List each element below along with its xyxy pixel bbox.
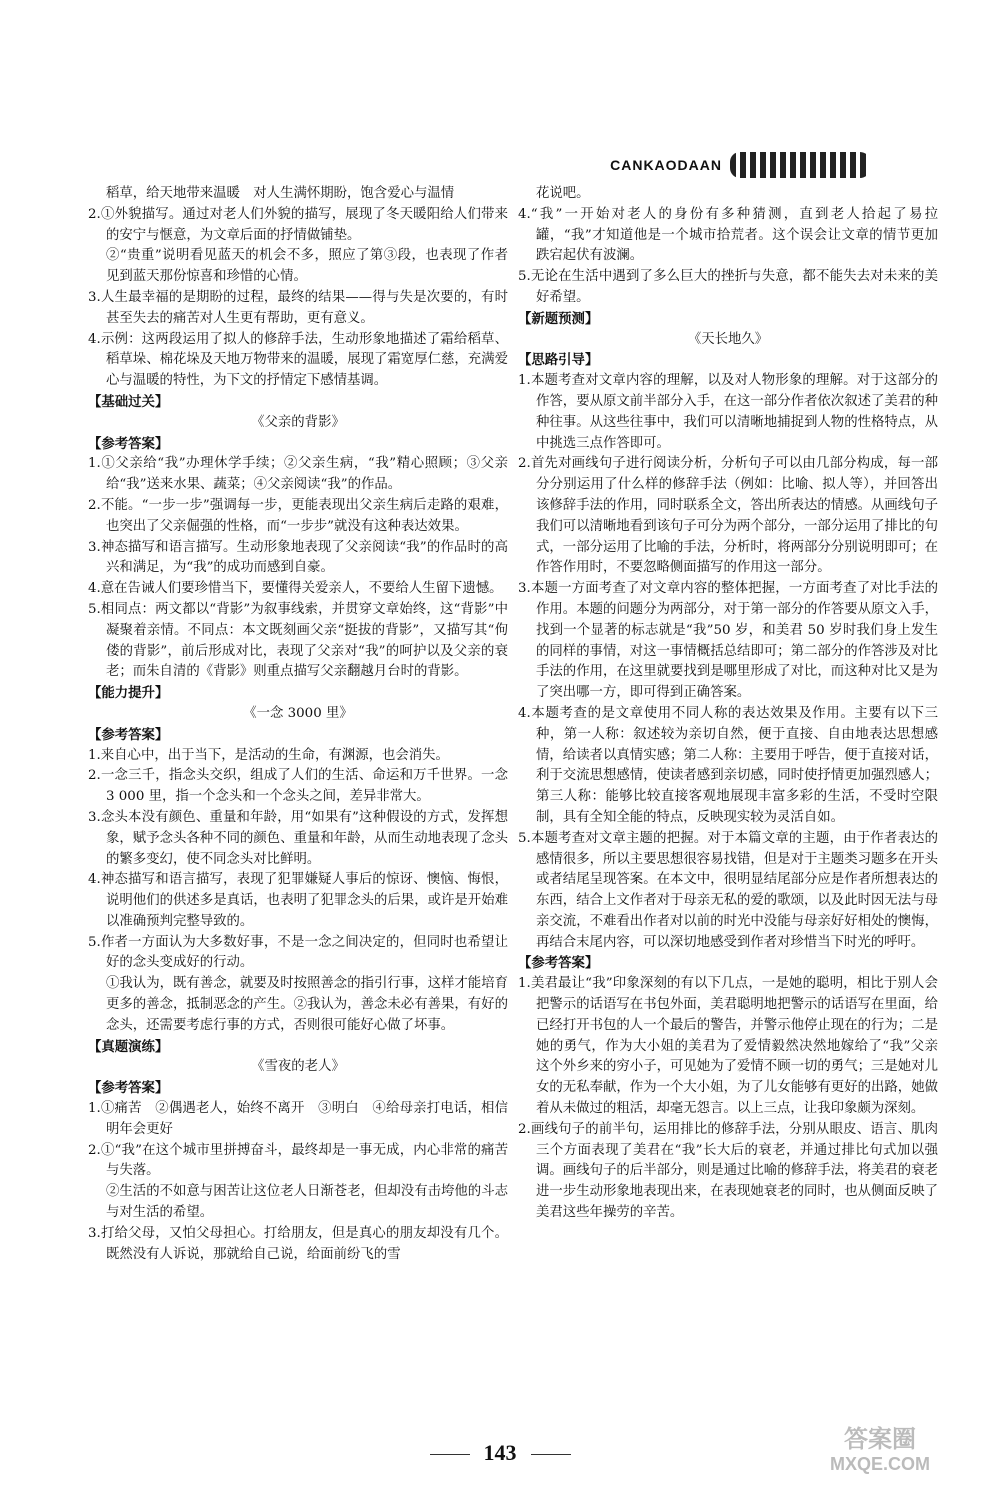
answer-paragraph: ②“贵重”说明看见蓝天的机会不多，照应了第③段，也表现了作者见到蓝天那份惊喜和珍惜的心情。 (106, 248, 508, 285)
answer-paragraph: 花说吧。 (536, 186, 590, 201)
answer-paragraph: 3.念头本没有颜色、重量和年龄，用“如果有”这种假设的方式，发挥想象，赋予念头各种不同的颜色、重量和年龄，从而生动地表现了念头的繁多变幻，使不同念头对比鲜明。 (88, 809, 508, 867)
answer-paragraph: 4.意在告诫人们要珍惜当下，要懂得关爱亲人，不要给人生留下遗憾。 (88, 581, 503, 597)
section-heading: 【参考答案】 (88, 1080, 169, 1097)
answer-paragraph: 5.作者一方面认为大多数好事，不是一念之间决定的，但同时也希望让好的念头变成好的行动。 (88, 934, 508, 971)
answer-paragraph: 2.不能。“一步一步”强调每一步，更能表现出父亲生病后走路的艰难，也突出了父亲倔强的性格，而“一步步”就没有这种表达效果。 (88, 497, 508, 534)
article-title: 《一念 3000 里》 (243, 705, 353, 721)
answer-paragraph: 1.①父亲给“我”办理休学手续；②父亲生病，“我”精心照顾；③父亲给“我”送来水果、蔬菜；④父亲阅读“我”的作品。 (88, 456, 508, 493)
page-number: 143 (0, 1440, 1000, 1466)
answer-paragraph: 2.首先对画线句子进行阅读分析，分析句子可以由几部分构成，每一部分分别运用了什么样的修辞手法（例如：比喻、拟人等），并回答出该修辞手法的作用，同时联系全文，答出所表达的情感。从画线句子我们可以清晰地看到该句子可分为两个部分，一部分运用了排比的句式，一部分运用了比喻的手法，分析时，将两部分分别说明即可；在作答作用时，不要忽略侧面描写的作用这一部分。 (518, 456, 938, 576)
answer-paragraph: ②生活的不如意与困苦让这位老人日渐苍老，但却没有击垮他的斗志与对生活的希望。 (106, 1184, 508, 1221)
answer-paragraph: 4.“我”一开始对老人的身份有多种猜测，直到老人拾起了易拉罐，“我”才知道他是一个城市拾荒者。这个误会让文章的情节更加跌宕起伏有波澜。 (518, 206, 938, 264)
section-heading: 【能力提升】 (88, 685, 169, 702)
header-pinyin: CANKAODAAN (610, 157, 722, 173)
answer-paragraph: 1.来自心中，出于当下，是活动的生命，有渊源，也会消失。 (88, 747, 449, 763)
answer-paragraph: ①我认为，既有善念，就要及时按照善念的指引行事，这样才能培育更多的善念，抵制恶念的产生。②我认为，善念未必有善果，有好的念头，还需要考虑行事的方式，否则很可能好心做了坏事。 (106, 976, 508, 1033)
section-heading: 【新题预测】 (518, 310, 599, 327)
answer-paragraph: 3.本题一方面考查了对文章内容的整体把握，一方面考查了对比手法的作用。本题的问题分为两部分，对于第一部分的作答要从原文入手，找到一个显著的标志就是“我”50 岁，和美君 50 岁时我们身上发生的同样的事情，对这一事情概括总结即可；第二部分的作答涉及对比手法的作用，在这里就要找到是哪里形成了对比，而这种对比又是为了突出哪一方，即可得到正确答案。 (518, 581, 938, 701)
answer-paragraph: 5.本题考查对文章主题的把握。对于本篇文章的主题，由于作者表达的感情很多，所以主要思想很容易找错，但是对于主题类习题多在开头或者结尾呈现答案。在本文中，很明显结尾部分应是作者所想表达的东西，结合上文作者对于母亲无私的爱的歌颂，以及此时因无法与母亲交流，不难看出作者对以前的时光中没能与母亲好好相处的懊悔，再结合末尾内容，可以深切地感受到作者对珍惜当下时光的呼吁。 (518, 830, 938, 950)
answer-paragraph: 2.一念三千，指念头交织，组成了人们的生活、命运和万千世界。一念 3 000 里，指一个念头和一个念头之间，差异非常大。 (88, 768, 508, 805)
answer-paragraph: 4.本题考查的是文章使用不同人称的表达效果及作用。主要有以下三种，第一人称：叙述较为亲切自然，便于直接、自由地表达思想感情，给读者以真情实感；第二人称：主要用于呼告，便于直接对话，利于交流思想感情，使读者感到亲切感，同时使抒情更加强烈感人；第三人称：能够比较直接客观地展现丰富多彩的生活，不受时空限制，具有全知全能的特点，反映现实较为灵活自如。 (518, 705, 938, 825)
answer-paragraph: 3.打给父母，又怕父母担心。打给朋友，但是真心的朋友却没有几个。既然没有人诉说，那就给自己说，给面前纷飞的雪 (88, 1225, 508, 1262)
answer-paragraph: 5.相同点：两文都以“背影”为叙事线索，并贯穿文章始终，这“背影”中凝聚着亲情。不同点：本文既刻画父亲“挺拔的背影”，又描写其“佝偻的背影”，前后形成对比，表现了父亲对“我”的呵护以及父亲的衰老；而朱自清的《背影》则重点描写父亲翻越月台时的背影。 (88, 601, 508, 680)
page-header (610, 150, 870, 180)
watermark-url: MXQE.COM (829, 1454, 930, 1474)
answer-paragraph: 2.①“我”在这个城市里拼搏奋斗，最终却是一事无成，内心非常的痛苦与失落。 (88, 1142, 508, 1179)
answer-paragraph: 4.示例：这两段运用了拟人的修辞手法，生动形象地描述了霜给稻草、稻草垛、棉花垛及天地万物带来的温暖，展现了霜宽厚仁慈，充满爱心与温暖的特性，为下文的抒情定下感情基调。 (88, 331, 508, 389)
section-heading: 【参考答案】 (518, 955, 599, 972)
answer-paragraph: 2.①外貌描写。通过对老人们外貌的描写，展现了冬天暖阳给人们带来的安宁与惬意，为文章后面的抒情做铺垫。 (88, 206, 508, 243)
left-column (88, 184, 508, 1265)
article-title: 《雪夜的老人》 (251, 1059, 345, 1075)
answer-paragraph: 3.人生最幸福的是期盼的过程，最终的结果——得与失是次要的，有时甚至失去的痛苦对人生更有帮助，更有意义。 (88, 289, 508, 326)
section-heading: 【思路引导】 (518, 352, 599, 369)
answer-paragraph: 1.①痛苦 ②偶遇老人，始终不离开 ③明白 ④给母亲打电话，相信明年会更好 (88, 1101, 508, 1137)
answer-paragraph: 4.神态描写和语言描写，表现了犯罪嫌疑人事后的惊讶、懊恼、悔恨，说明他们的供述多是真话，也表明了犯罪念头的后果，或许是开始难以准确预判完整导致的。 (88, 872, 508, 929)
section-heading: 【参考答案】 (88, 726, 169, 743)
section-heading: 【参考答案】 (88, 435, 169, 452)
section-heading: 【真题演练】 (88, 1038, 169, 1055)
answer-paragraph: 1.美君最让“我”印象深刻的有以下几点，一是她的聪明，相比于别人会把警示的话语写在书包外面，美君聪明地把警示的话语写在里面，给已经打开书包的人一个最后的警告，并警示他停止现在的行为；二是她的勇气，作为大小姐的美君为了爱情毅然决然地嫁给了“我”父亲这个外乡来的穷小子，可见她为了爱情不顾一切的勇气；三是她对儿女的无私奉献，作为一个大小姐，为了儿女能够有更好的出路，她做着从未做过的粗活，却毫无怨言。以上三点，让我印象颇为深刻。 (518, 976, 938, 1117)
article-title: 《天长地久》 (687, 331, 769, 347)
section-heading: 【基础过关】 (88, 393, 169, 410)
answer-paragraph: 稻草，给天地带来温暖 对人生满怀期盼，饱含爱心与温情 (106, 186, 455, 201)
watermark (800, 1419, 960, 1479)
answer-paragraph: 1.本题考查对文章内容的理解，以及对人物形象的理解。对于这部分的作答，要从原文前半部分入手，在这一部分作者依次叙述了美君的种种往事。从这些往事中，我们可以清晰地捕捉到人物的性格特点，从中挑选三点作答即可。 (518, 373, 938, 451)
answer-paragraph: 5.无论在生活中遇到了多么巨大的挫折与失意，都不能失去对未来的美好希望。 (518, 269, 938, 305)
answer-paragraph: 3.神态描写和语言描写。生动形象地表现了父亲阅读“我”的作品时的高兴和满足，为“我”的成功而感到自豪。 (88, 539, 508, 576)
header-logo-icon (730, 152, 870, 178)
right-column (518, 184, 938, 1224)
watermark-logo: 答案圈 (844, 1426, 916, 1453)
answer-paragraph: 2.画线句子的前半句，运用排比的修辞手法，分别从眼皮、语言、肌肉三个方面表现了美君在“我”长大后的衰老，并通过排比句式加以强调。画线句子的后半部分，则是通过比喻的修辞手法，将美君的衰老进一步生动形象地表现出来，在表现她衰老的同时，也从侧面反映了美君这些年操劳的辛苦。 (518, 1121, 938, 1221)
article-title: 《父亲的背影》 (251, 414, 345, 430)
